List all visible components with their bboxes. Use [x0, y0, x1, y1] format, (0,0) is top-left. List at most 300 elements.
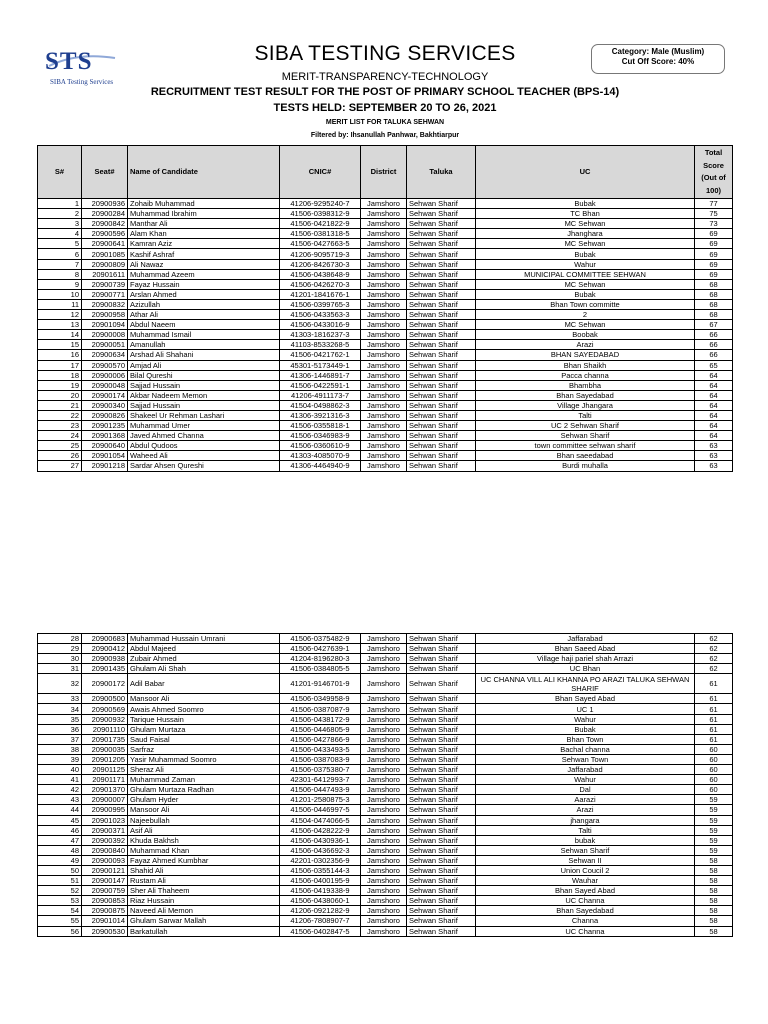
- cell-sno: 52: [38, 886, 82, 896]
- cell-district: Jamshoro: [361, 390, 407, 400]
- cell-score: 61: [695, 674, 733, 694]
- cell-cnic: 41506-0438648-9: [280, 269, 361, 279]
- table-row: [38, 209, 733, 219]
- cell-score: 61: [695, 704, 733, 714]
- cell-seat: 20900530: [82, 926, 128, 936]
- cell-uc: UC Channa: [476, 896, 695, 906]
- cell-district: Jamshoro: [361, 451, 407, 461]
- cell-score: 58: [695, 906, 733, 916]
- cell-sno: 24: [38, 431, 82, 441]
- table-row: [38, 906, 733, 916]
- cell-taluka: Sehwan Sharif: [407, 765, 476, 775]
- cell-taluka: Sehwan Sharif: [407, 441, 476, 451]
- cell-name: Naveed Ali Memon: [128, 906, 280, 916]
- cell-seat: 20900759: [82, 886, 128, 896]
- cell-seat: 20901171: [82, 775, 128, 785]
- cell-district: Jamshoro: [361, 694, 407, 704]
- cell-sno: 33: [38, 694, 82, 704]
- cell-score: 58: [695, 865, 733, 875]
- cell-taluka: Sehwan Sharif: [407, 744, 476, 754]
- table-row: [38, 775, 733, 785]
- cell-uc: MC Sehwan: [476, 320, 695, 330]
- cell-cnic: 41506-0419338-9: [280, 886, 361, 896]
- table-row: [38, 694, 733, 704]
- cell-uc: MUNICIPAL COMMITTEE SEHWAN: [476, 269, 695, 279]
- cell-taluka: Sehwan Sharif: [407, 390, 476, 400]
- cell-score: 66: [695, 330, 733, 340]
- table-row: [38, 299, 733, 309]
- cell-name: Khuda Bakhsh: [128, 835, 280, 845]
- cell-seat: 20900340: [82, 400, 128, 410]
- cell-taluka: Sehwan Sharif: [407, 431, 476, 441]
- cell-uc: Bhan Town: [476, 734, 695, 744]
- table-row: [38, 916, 733, 926]
- cell-seat: 20900809: [82, 259, 128, 269]
- cell-district: Jamshoro: [361, 674, 407, 694]
- cell-cnic: 41506-0433016-9: [280, 320, 361, 330]
- cell-cnic: 41306-4464940-9: [280, 461, 361, 471]
- cell-taluka: Sehwan Sharif: [407, 360, 476, 370]
- cell-name: Saud Faisal: [128, 734, 280, 744]
- cell-name: Fayaz Ahmed Kumbhar: [128, 855, 280, 865]
- cell-sno: 51: [38, 876, 82, 886]
- cell-seat: 20901235: [82, 421, 128, 431]
- cell-seat: 20900875: [82, 906, 128, 916]
- col-header-uc: UC: [476, 146, 695, 199]
- cell-district: Jamshoro: [361, 734, 407, 744]
- merit-list-heading: MERIT LIST FOR TALUKA SEHWAN: [325, 119, 445, 126]
- cell-cnic: 41303-4085070-9: [280, 451, 361, 461]
- cell-sno: 21: [38, 400, 82, 410]
- cell-seat: 20901218: [82, 461, 128, 471]
- table-row: [38, 674, 733, 694]
- table-row: [38, 896, 733, 906]
- cell-sno: 40: [38, 765, 82, 775]
- cell-taluka: Sehwan Sharif: [407, 199, 476, 209]
- cell-seat: 20900392: [82, 835, 128, 845]
- cell-uc: Bhan Sayedabad: [476, 390, 695, 400]
- cell-name: Tarique Hussain: [128, 714, 280, 724]
- cell-sno: 25: [38, 441, 82, 451]
- cell-taluka: Sehwan Sharif: [407, 886, 476, 896]
- cell-seat: 20901125: [82, 765, 128, 775]
- category-label: Category: Male (Muslim): [611, 47, 705, 56]
- cell-name: Muhammad Hussain Umrani: [128, 634, 280, 644]
- table-row: [38, 744, 733, 754]
- cell-sno: 18: [38, 370, 82, 380]
- cell-uc: Bhan Sayed Abad: [476, 694, 695, 704]
- cell-district: Jamshoro: [361, 724, 407, 734]
- category-box: [591, 44, 725, 74]
- cell-sno: 30: [38, 654, 82, 664]
- cell-district: Jamshoro: [361, 289, 407, 299]
- cell-uc: Wahur: [476, 714, 695, 724]
- cell-taluka: Sehwan Sharif: [407, 815, 476, 825]
- table-row: [38, 835, 733, 845]
- cell-district: Jamshoro: [361, 421, 407, 431]
- cell-seat: 20900093: [82, 855, 128, 865]
- table-row: [38, 704, 733, 714]
- cell-district: Jamshoro: [361, 310, 407, 320]
- cell-score: 59: [695, 825, 733, 835]
- table-row: [38, 664, 733, 674]
- cell-name: Azizullah: [128, 299, 280, 309]
- cell-seat: 20901023: [82, 815, 128, 825]
- cell-uc: Talti: [476, 825, 695, 835]
- cell-sno: 19: [38, 380, 82, 390]
- cell-seat: 20901054: [82, 451, 128, 461]
- cell-score: 64: [695, 400, 733, 410]
- cell-score: 59: [695, 845, 733, 855]
- cell-sno: 44: [38, 805, 82, 815]
- cell-name: Muhammad Azeem: [128, 269, 280, 279]
- cell-district: Jamshoro: [361, 269, 407, 279]
- cell-taluka: Sehwan Sharif: [407, 340, 476, 350]
- table-row: [38, 229, 733, 239]
- cell-score: 69: [695, 259, 733, 269]
- table-row: [38, 734, 733, 744]
- table-row: [38, 926, 733, 936]
- cell-name: Najeebullah: [128, 815, 280, 825]
- cell-name: Muhammad Khan: [128, 845, 280, 855]
- cell-district: Jamshoro: [361, 865, 407, 875]
- cell-district: Jamshoro: [361, 714, 407, 724]
- cell-seat: 20900842: [82, 219, 128, 229]
- cell-sno: 46: [38, 825, 82, 835]
- cell-uc: UC CHANNA VILL ALI KHANNA PO ARAZI TALUKA SEHWAN SHARIF: [476, 674, 695, 694]
- cell-seat: 20901014: [82, 916, 128, 926]
- cell-seat: 20900634: [82, 350, 128, 360]
- cell-uc: Bhambha: [476, 380, 695, 390]
- cell-score: 61: [695, 734, 733, 744]
- table-row: [38, 320, 733, 330]
- cell-cnic: 42201-0302356-9: [280, 855, 361, 865]
- cell-sno: 10: [38, 289, 82, 299]
- cell-score: 63: [695, 461, 733, 471]
- cell-taluka: Sehwan Sharif: [407, 299, 476, 309]
- cell-name: Amjad Ali: [128, 360, 280, 370]
- cell-cnic: 41206-0921282-9: [280, 906, 361, 916]
- cell-district: Jamshoro: [361, 916, 407, 926]
- cell-sno: 31: [38, 664, 82, 674]
- table-row: [38, 765, 733, 775]
- cell-taluka: Sehwan Sharif: [407, 380, 476, 390]
- cell-sno: 14: [38, 330, 82, 340]
- cell-district: Jamshoro: [361, 876, 407, 886]
- cell-seat: 20900853: [82, 896, 128, 906]
- cell-district: Jamshoro: [361, 330, 407, 340]
- cell-uc: 2: [476, 310, 695, 320]
- table-row: [38, 289, 733, 299]
- cell-district: Jamshoro: [361, 704, 407, 714]
- cell-sno: 23: [38, 421, 82, 431]
- cell-sno: 37: [38, 734, 82, 744]
- cell-score: 58: [695, 926, 733, 936]
- table-row: [38, 279, 733, 289]
- cell-district: Jamshoro: [361, 370, 407, 380]
- cell-seat: 20900006: [82, 370, 128, 380]
- cell-uc: Wauhar: [476, 876, 695, 886]
- table-row: [38, 380, 733, 390]
- cell-taluka: Sehwan Sharif: [407, 279, 476, 289]
- cell-district: Jamshoro: [361, 795, 407, 805]
- cell-sno: 6: [38, 249, 82, 259]
- cell-district: Jamshoro: [361, 785, 407, 795]
- table-row: [38, 421, 733, 431]
- cell-taluka: Sehwan Sharif: [407, 644, 476, 654]
- cell-district: Jamshoro: [361, 815, 407, 825]
- cell-sno: 11: [38, 299, 82, 309]
- cell-taluka: Sehwan Sharif: [407, 330, 476, 340]
- cell-uc: Arazi: [476, 340, 695, 350]
- cell-district: Jamshoro: [361, 845, 407, 855]
- cell-cnic: 41506-0422591-1: [280, 380, 361, 390]
- cell-taluka: Sehwan Sharif: [407, 350, 476, 360]
- cell-cnic: 41504-0474066-5: [280, 815, 361, 825]
- cell-taluka: Sehwan Sharif: [407, 219, 476, 229]
- cell-sno: 50: [38, 865, 82, 875]
- cell-district: Jamshoro: [361, 461, 407, 471]
- cell-name: Adil Babar: [128, 674, 280, 694]
- cell-name: Sarfraz: [128, 744, 280, 754]
- cell-score: 62: [695, 654, 733, 664]
- cell-taluka: Sehwan Sharif: [407, 410, 476, 420]
- cell-uc: town committee sehwan sharif: [476, 441, 695, 451]
- table-row: [38, 714, 733, 724]
- cell-name: Kashif Ashraf: [128, 249, 280, 259]
- cell-taluka: Sehwan Sharif: [407, 269, 476, 279]
- cell-seat: 20900683: [82, 634, 128, 644]
- cell-sno: 9: [38, 279, 82, 289]
- table-row: [38, 219, 733, 229]
- cell-district: Jamshoro: [361, 765, 407, 775]
- cell-seat: 20900008: [82, 330, 128, 340]
- cell-taluka: Sehwan Sharif: [407, 259, 476, 269]
- cell-uc: Bhan Saeed Abad: [476, 644, 695, 654]
- table-row: [38, 825, 733, 835]
- cell-score: 60: [695, 754, 733, 764]
- cell-uc: Sehwan II: [476, 855, 695, 865]
- cell-sno: 12: [38, 310, 82, 320]
- cell-name: Akbar Nadeem Memon: [128, 390, 280, 400]
- table-row: [38, 259, 733, 269]
- cell-taluka: Sehwan Sharif: [407, 926, 476, 936]
- cell-taluka: Sehwan Sharif: [407, 825, 476, 835]
- cell-score: 66: [695, 350, 733, 360]
- table-row: [38, 249, 733, 259]
- table-row: [38, 360, 733, 370]
- cell-cnic: 41201-1841676-1: [280, 289, 361, 299]
- cell-district: Jamshoro: [361, 410, 407, 420]
- table-row: [38, 855, 733, 865]
- page-subtitle: MERIT-TRANSPARENCY-TECHNOLOGY: [281, 71, 489, 83]
- cell-taluka: Sehwan Sharif: [407, 451, 476, 461]
- cell-seat: 20900932: [82, 714, 128, 724]
- cell-sno: 49: [38, 855, 82, 865]
- cell-score: 68: [695, 310, 733, 320]
- table-row: [38, 330, 733, 340]
- cell-score: 61: [695, 724, 733, 734]
- table-header-row: [38, 146, 733, 199]
- cell-district: Jamshoro: [361, 775, 407, 785]
- cell-taluka: Sehwan Sharif: [407, 370, 476, 380]
- cell-taluka: Sehwan Sharif: [407, 289, 476, 299]
- col-header-cnic: CNIC#: [280, 146, 361, 199]
- col-header-district: District: [361, 146, 407, 199]
- cell-district: Jamshoro: [361, 229, 407, 239]
- cell-cnic: 41506-0384805-5: [280, 664, 361, 674]
- cell-sno: 4: [38, 229, 82, 239]
- cell-name: Fayaz Hussain: [128, 279, 280, 289]
- cell-seat: 20900048: [82, 380, 128, 390]
- cell-district: Jamshoro: [361, 835, 407, 845]
- cell-seat: 20900641: [82, 239, 128, 249]
- cell-uc: MC Sehwan: [476, 219, 695, 229]
- col-header-sno: S#: [38, 146, 82, 199]
- cell-cnic: 45301-5173449-1: [280, 360, 361, 370]
- cell-district: Jamshoro: [361, 896, 407, 906]
- cell-taluka: Sehwan Sharif: [407, 865, 476, 875]
- cell-cnic: 41506-0387083-9: [280, 754, 361, 764]
- table-row: [38, 805, 733, 815]
- cell-uc: Bhan Sayed Abad: [476, 886, 695, 896]
- table-row: [38, 390, 733, 400]
- cell-sno: 42: [38, 785, 82, 795]
- cell-cnic: 41506-0381318-5: [280, 229, 361, 239]
- cell-cnic: 41506-0446997-5: [280, 805, 361, 815]
- cell-name: Rustam Ali: [128, 876, 280, 886]
- cell-cnic: 41506-0355818-1: [280, 421, 361, 431]
- cell-sno: 48: [38, 845, 82, 855]
- cell-district: Jamshoro: [361, 431, 407, 441]
- cell-score: 58: [695, 886, 733, 896]
- cell-score: 59: [695, 795, 733, 805]
- cell-name: Ghulam Sarwar Mallah: [128, 916, 280, 926]
- cell-uc: Sehwan Sharif: [476, 431, 695, 441]
- cell-name: Muhammad Umer: [128, 421, 280, 431]
- table-row: [38, 310, 733, 320]
- cell-district: Jamshoro: [361, 299, 407, 309]
- cell-cnic: 41201-9146701-9: [280, 674, 361, 694]
- cell-district: Jamshoro: [361, 249, 407, 259]
- cell-name: Barkatullah: [128, 926, 280, 936]
- cell-sno: 28: [38, 634, 82, 644]
- table-row: [38, 644, 733, 654]
- cell-sno: 8: [38, 269, 82, 279]
- cell-district: Jamshoro: [361, 209, 407, 219]
- table-row: [38, 199, 733, 209]
- cell-name: Amanullah: [128, 340, 280, 350]
- cell-score: 61: [695, 714, 733, 724]
- cell-uc: Burdi muhalla: [476, 461, 695, 471]
- cell-score: 59: [695, 805, 733, 815]
- cell-seat: 20900570: [82, 360, 128, 370]
- cell-cnic: 41506-0438172-9: [280, 714, 361, 724]
- table-row: [38, 815, 733, 825]
- cell-uc: UC Bhan: [476, 664, 695, 674]
- logo-subtitle: SIBA Testing Services: [50, 78, 114, 86]
- cell-uc: UC 2 Sehwan Sharif: [476, 421, 695, 431]
- cell-taluka: Sehwan Sharif: [407, 400, 476, 410]
- cell-seat: 20900371: [82, 825, 128, 835]
- cell-uc: Wahur: [476, 775, 695, 785]
- cell-uc: Bubak: [476, 249, 695, 259]
- cell-score: 64: [695, 431, 733, 441]
- cell-cnic: 41506-0427639-1: [280, 644, 361, 654]
- cell-district: Jamshoro: [361, 744, 407, 754]
- table-row: [38, 461, 733, 471]
- cell-name: Mansoor Ali: [128, 694, 280, 704]
- col-header-name: Name of Candidate: [128, 146, 280, 199]
- cell-district: Jamshoro: [361, 805, 407, 815]
- cell-taluka: Sehwan Sharif: [407, 320, 476, 330]
- table-row: [38, 340, 733, 350]
- cell-cnic: 41506-0427866-9: [280, 734, 361, 744]
- cell-seat: 20900174: [82, 390, 128, 400]
- cell-taluka: Sehwan Sharif: [407, 674, 476, 694]
- cell-district: Jamshoro: [361, 926, 407, 936]
- cell-name: Shakeel Ur Rehman Lashari: [128, 410, 280, 420]
- cell-sno: 56: [38, 926, 82, 936]
- cell-sno: 15: [38, 340, 82, 350]
- cell-taluka: Sehwan Sharif: [407, 421, 476, 431]
- cell-sno: 53: [38, 896, 82, 906]
- cell-taluka: Sehwan Sharif: [407, 916, 476, 926]
- cell-score: 77: [695, 199, 733, 209]
- cell-district: Jamshoro: [361, 259, 407, 269]
- cell-name: Shahid Ali: [128, 865, 280, 875]
- cell-score: 62: [695, 634, 733, 644]
- cell-sno: 22: [38, 410, 82, 420]
- cell-name: Manthar Ali: [128, 219, 280, 229]
- table-row: [38, 400, 733, 410]
- cell-sno: 27: [38, 461, 82, 471]
- cell-taluka: Sehwan Sharif: [407, 734, 476, 744]
- cell-score: 69: [695, 249, 733, 259]
- cell-cnic: 41306-1446891-7: [280, 370, 361, 380]
- cell-score: 60: [695, 775, 733, 785]
- cell-sno: 17: [38, 360, 82, 370]
- cell-seat: 20901370: [82, 785, 128, 795]
- col-header-seat: Seat#: [82, 146, 128, 199]
- cell-taluka: Sehwan Sharif: [407, 654, 476, 664]
- cell-seat: 20900938: [82, 654, 128, 664]
- cell-taluka: Sehwan Sharif: [407, 634, 476, 644]
- table-row: [38, 724, 733, 734]
- cell-sno: 54: [38, 906, 82, 916]
- cell-seat: 20900007: [82, 795, 128, 805]
- cell-seat: 20900936: [82, 199, 128, 209]
- cell-seat: 20900147: [82, 876, 128, 886]
- cell-taluka: Sehwan Sharif: [407, 795, 476, 805]
- cell-sno: 35: [38, 714, 82, 724]
- cell-taluka: Sehwan Sharif: [407, 835, 476, 845]
- cell-sno: 1: [38, 199, 82, 209]
- merit-table-1: [37, 145, 733, 472]
- cell-name: Muhammad Ibrahim: [128, 209, 280, 219]
- cell-cnic: 41506-0426270-3: [280, 279, 361, 289]
- cell-uc: Bhan Town committe: [476, 299, 695, 309]
- cell-name: Sardar Ahsen Qureshi: [128, 461, 280, 471]
- cell-score: 66: [695, 340, 733, 350]
- cell-score: 60: [695, 785, 733, 795]
- page-title: SIBA TESTING SERVICES: [254, 42, 516, 65]
- cell-name: Abdul Naeem: [128, 320, 280, 330]
- cell-district: Jamshoro: [361, 350, 407, 360]
- cell-seat: 20901368: [82, 431, 128, 441]
- cell-taluka: Sehwan Sharif: [407, 239, 476, 249]
- cell-cnic: 41506-0421762-1: [280, 350, 361, 360]
